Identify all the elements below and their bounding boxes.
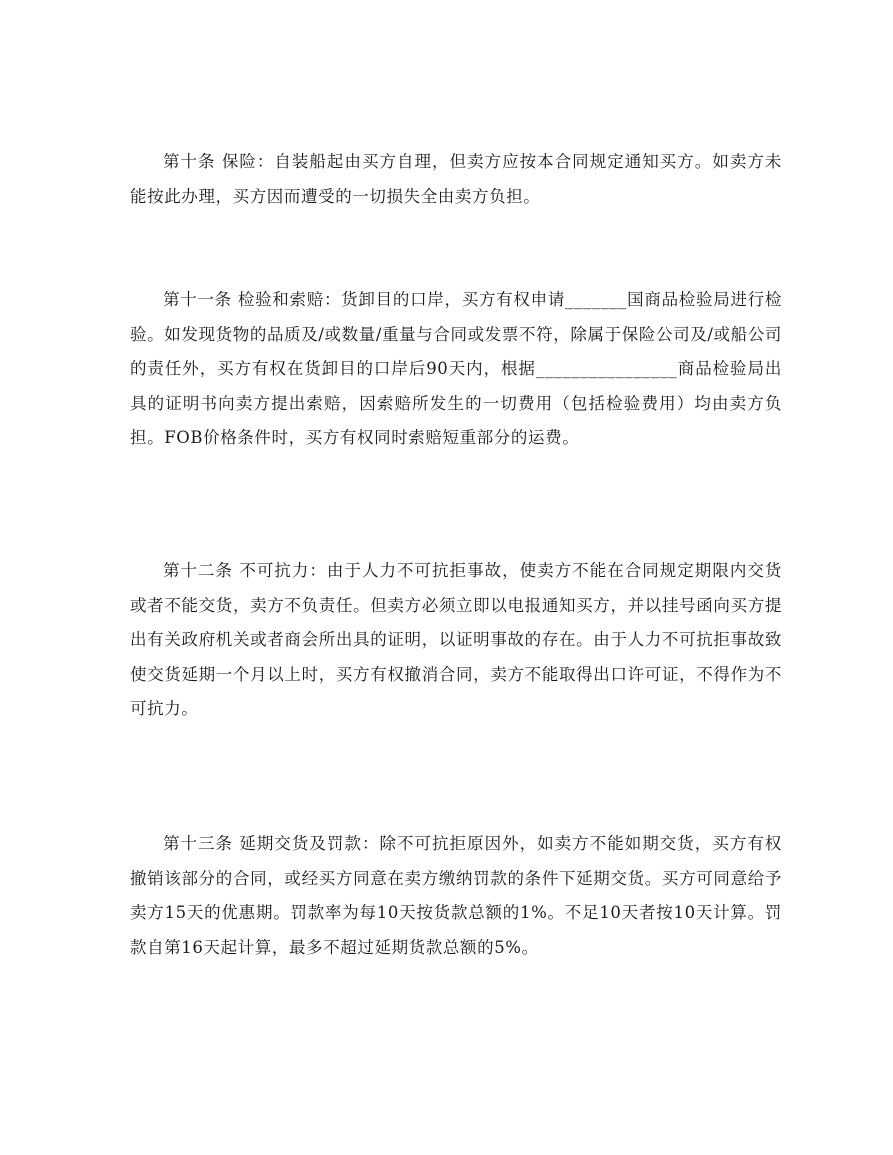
clause-13-text: 第十三条 延期交货及罚款：除不可抗拒原因外，如卖方不能如期交货，买方有权撤销该部分的合同，或经买方同意在卖方缴纳罚款的条件下延期交货。买方可同意给予卖方15天的优惠期。罚款率为每10天按货款总额的1%。不足10天者按10天计算。罚款自第16天起计算，最多不超过延期货款总额的5%。 <box>130 834 782 957</box>
clause-13-late-delivery-penalty <box>130 827 782 965</box>
clause-10-insurance <box>130 145 782 214</box>
clause-12-force-majeure <box>130 554 782 727</box>
clause-10-text: 第十条 保险：自装船起由买方自理，但卖方应按本合同规定通知买方。如卖方未能按此办理，买方因而遭受的一切损失全由卖方负担。 <box>130 152 782 206</box>
clause-11-inspection-claims <box>130 283 782 456</box>
clause-11-text: 第十一条 检验和索赔：货卸目的口岸，买方有权申请_______国商品检验局进行检验。如发现货物的品质及/或数量/重量与合同或发票不符，除属于保险公司及/或船公司的责任外，买方有权在货卸目的口岸后90天内，根据________________商品检验局出具的证明书向卖方提出索赔，因索赔所发生的一切费用（包括检验费用）均由卖方负担。FOB价格条件时，买方有权同时索赔短重部分的运费。 <box>130 290 782 447</box>
clause-12-text: 第十二条 不可抗力：由于人力不可抗拒事故，使卖方不能在合同规定期限内交货或者不能交货，卖方不负责任。但卖方必须立即以电报通知买方，并以挂号函向买方提出有关政府机关或者商会所出具的证明，以证明事故的存在。由于人力不可抗拒事故致使交货延期一个月以上时，买方有权撤消合同，卖方不能取得出口许可证，不得作为不可抗力。 <box>130 561 782 718</box>
